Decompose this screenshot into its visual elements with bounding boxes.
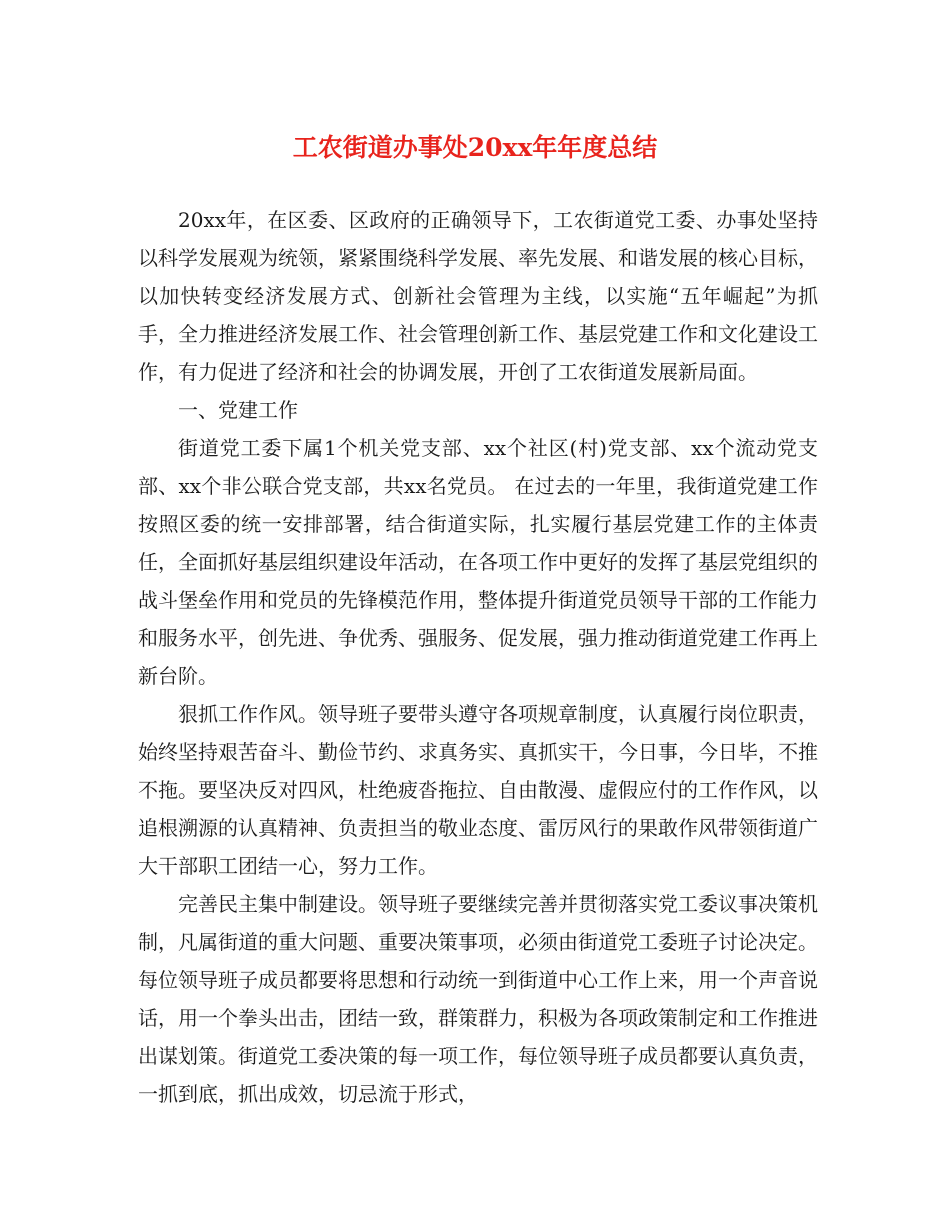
paragraph-democratic-centralism: 完善民主集中制建设。领导班子要继续完善并贯彻落实党工委议事决策机制，凡属街道的重大问题、重要决策事项，必须由街道党工委班子讨论决定。每位领导班子成员都要将思想和行动统一到街道中心工作上来，用一个声音说话，用一个拳头出击，团结一致，群策群力，积极为各项政策制定和工作推进出谋划策。街道党工委决策的每一项工作，每位领导班子成员都要认真负责，一抓到底，抓出成效，切忌流于形式， xyxy=(138,892,818,1106)
paragraph-work-style: 狠抓工作作风。领导班子要带头遵守各项规章制度，认真履行岗位职责，始终坚持艰苦奋斗、勤俭节约、求真务实、真抓实干，今日事，今日毕，不推不拖。要坚决反对四风，杜绝疲沓拖拉、自由散漫、虚假应付的工作作风，以追根溯源的认真精神、负责担当的敬业态度、雷厉风行的果敢作风带领街道广大干部职工团结一心，努力工作。 xyxy=(138,702,818,878)
paragraph-intro: 20xx年，在区委、区政府的正确领导下，工农街道党工委、办事处坚持以科学发展观为统领，紧紧围绕科学发展、率先发展、和谐发展的核心目标，以加快转变经济发展方式、创新社会管理为主线，以实施“五年崛起”为抓手，全力推进经济发展工作、社会管理创新工作、基层党建工作和文化建设工作，有力促进了经济和社会的协调发展，开创了工农街道发展新局面。 xyxy=(138,208,818,384)
section-heading-party-building: 一、党建工作 xyxy=(178,398,298,422)
document-body xyxy=(138,201,818,1113)
paragraph-party-overview: 街道党工委下属1个机关党支部、xx个社区(村)党支部、xx个流动党支部、xx个非公联合党支部，共xx名党员。 在过去的一年里，我街道党建工作按照区委的统一安排部署，结合街道实际，扎实履行基层党建工作的主体责任，全面抓好基层组织建设年活动，在各项工作中更好的发挥了基层党组织的战斗堡垒作用和党员的先锋模范作用，整体提升街道党员领导干部的工作能力和服务水平，创先进、争优秀、强服务、促发展，强力推动街道党建工作再上新台阶。 xyxy=(138,436,818,688)
document-title: 工农街道办事处20xx年年度总结 xyxy=(292,133,658,162)
